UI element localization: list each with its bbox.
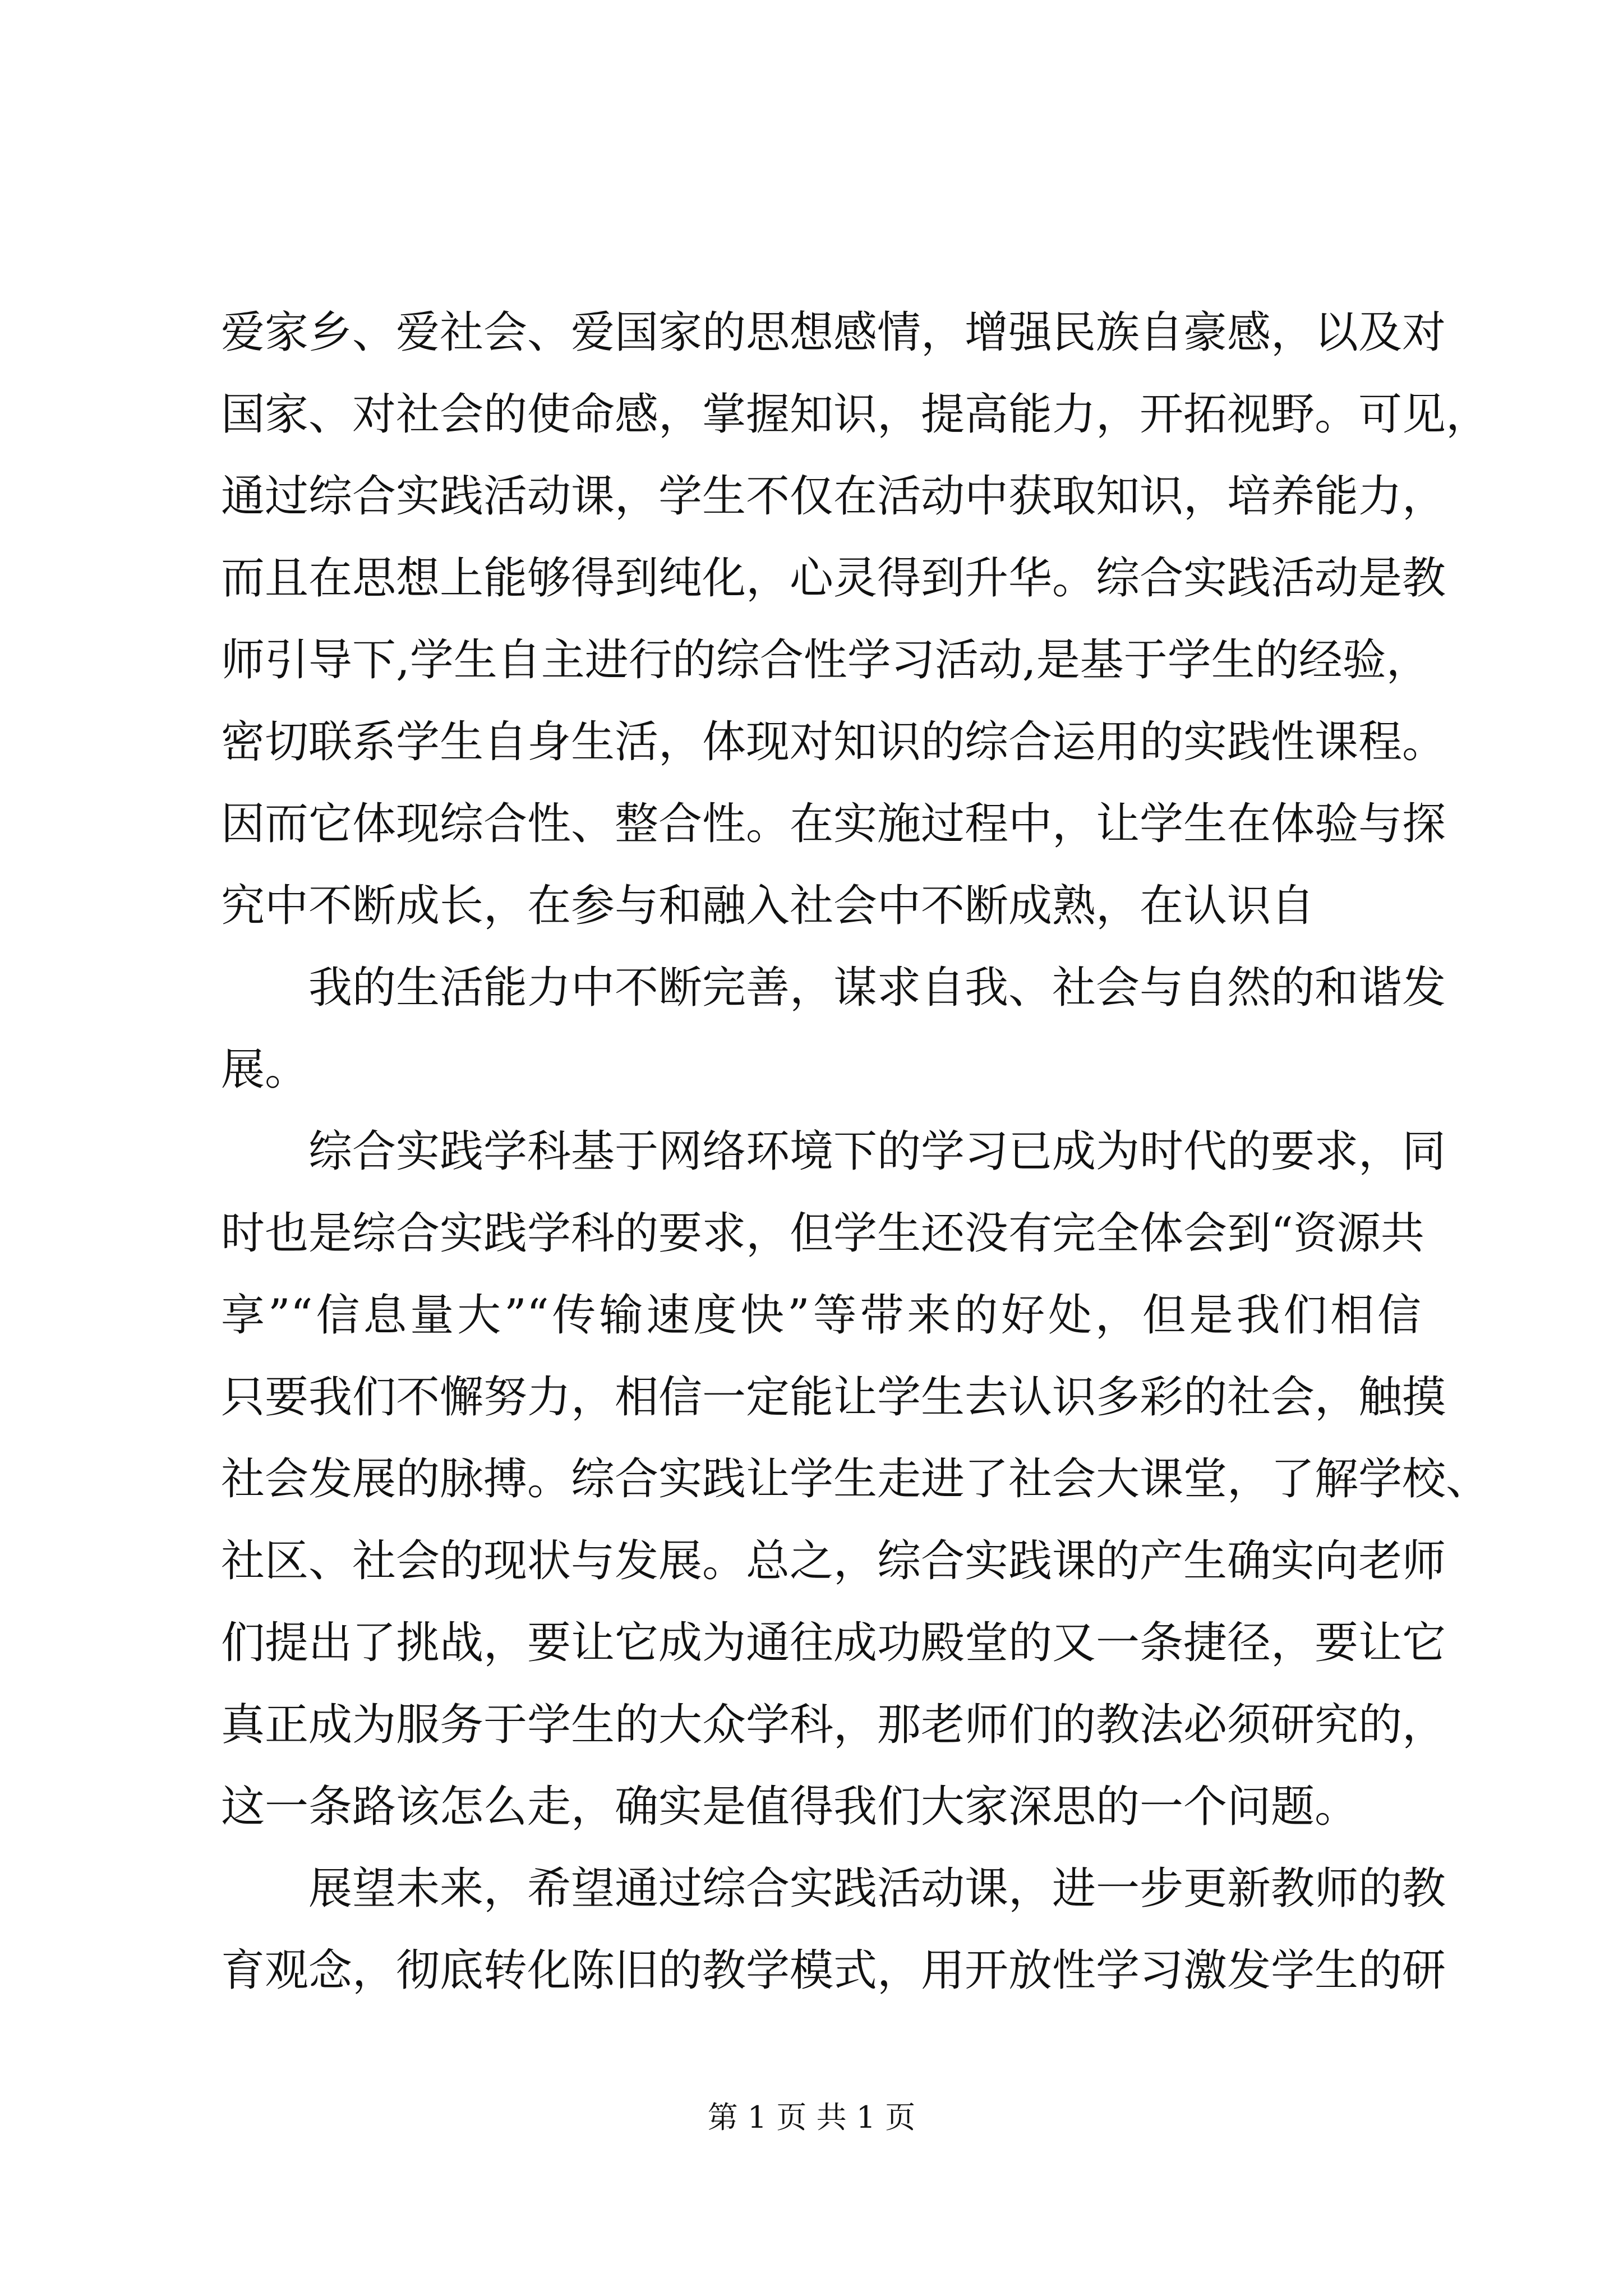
text-line: 育观念，彻底转化陈旧的教学模式，用开放性学习激发学生的研 [221,1945,1446,1996]
text-line: 时也是综合实践学科的要求，但学生还没有完全体会到“资源共 [221,1208,1424,1259]
text-line: 而且在思想上能够得到纯化，心灵得到升华。综合实践活动是教 [221,553,1446,604]
text-line: 真正成为服务于学生的大众学科，那老师们的教法必须研究的， [221,1700,1446,1750]
text-line: 社会发展的脉搏。综合实践让学生走进了社会大课堂，了解学校、 [221,1454,1490,1504]
text-line: 这一条路该怎么走，确实是值得我们大家深思的一个问题。 [221,1782,1359,1832]
text-line: 只要我们不懈努力，相信一定能让学生去认识多彩的社会，触摸 [221,1372,1446,1423]
text-line: 爱家乡、爱社会、爱国家的思想感情，增强民族自豪感，以及对 [221,307,1446,358]
text-line: 社区、社会的现状与发展。总之，综合实践课的产生确实向老师 [221,1536,1446,1586]
text-line: 师引导下,学生自主进行的综合性学习活动,是基于学生的经验， [221,635,1430,685]
text-line: 享”“信息量大”“传输速度快”等带来的好处，但是我们相信 [221,1290,1421,1341]
text-line: 展望未来，希望通过综合实践活动课，进一步更新教师的教 [308,1864,1446,1914]
text-line: 们提出了挑战，要让它成为通往成功殿堂的又一条捷径，要让它 [221,1618,1446,1668]
text-line: 展。 [221,1045,309,1095]
text-line: 因而它体现综合性、整合性。在实施过程中，让学生在体验与探 [221,799,1446,849]
text-line: 通过综合实践活动课，学生不仅在活动中获取知识，培养能力， [221,471,1446,522]
text-line: 究中不断成长，在参与和融入社会中不断成熟，在认识自 [221,881,1315,931]
text-line: 综合实践学科基于网络环境下的学习已成为时代的要求，同 [308,1126,1446,1177]
page-footer [0,2098,1623,2137]
page-number: 第 1 页 共 1 页 [707,2100,916,2135]
text-line: 国家、对社会的使命感，掌握知识，提高能力，开拓视野。可见， [221,389,1490,440]
text-line: 我的生活能力中不断完善，谋求自我、社会与自然的和谐发 [308,963,1446,1013]
body-text [221,292,1490,2012]
text-line: 密切联系学生自身生活，体现对知识的综合运用的实践性课程。 [221,717,1446,767]
